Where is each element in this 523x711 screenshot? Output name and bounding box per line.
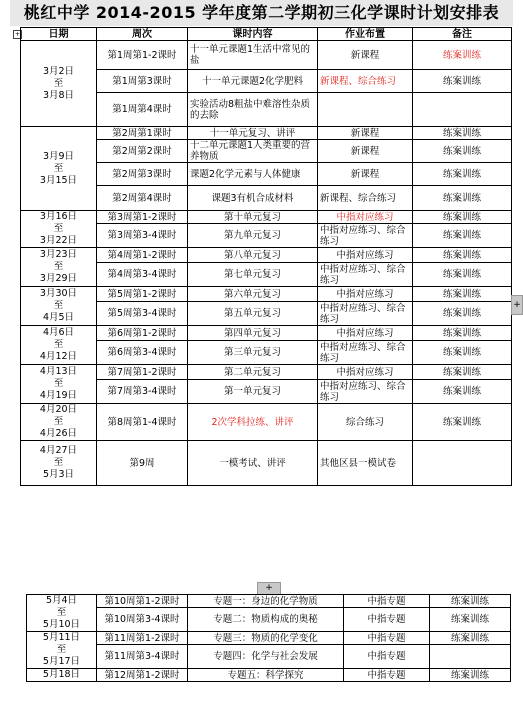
content-cell: 第五单元复习 <box>188 302 318 326</box>
week-cell: 第1周第1-2课时 <box>97 41 188 70</box>
date-line: 3月16日 <box>39 211 78 222</box>
content-cell: 专题三：物质的化学变化 <box>188 632 344 645</box>
content-cell: 第一单元复习 <box>188 380 318 404</box>
table-resize-handle-icon[interactable]: + <box>257 582 281 595</box>
homework-cell: 中指对应练习 <box>318 211 413 224</box>
homework-cell: 中指对应练习 <box>318 365 413 380</box>
table-row <box>21 287 512 302</box>
homework-cell: 中指对应练习 <box>318 248 413 263</box>
homework-cell: 新课程 <box>318 127 413 140</box>
week-cell: 第2周第2课时 <box>97 140 188 163</box>
homework-cell: 中指对应练习、综合练习 <box>318 263 413 287</box>
date-cell <box>21 404 97 441</box>
column-add-handle-icon[interactable]: + <box>511 295 523 315</box>
remark-cell: 练案训练 <box>413 127 512 140</box>
week-cell: 第9周 <box>97 441 188 486</box>
table-row <box>21 211 512 224</box>
date-line: 3月8日 <box>42 89 75 101</box>
date-line: 5月17日 <box>42 656 81 667</box>
week-cell: 第5周第3-4课时 <box>97 302 188 326</box>
homework-cell: 新课程 <box>318 140 413 163</box>
date-line: 3月15日 <box>39 174 78 186</box>
header-week: 周次 <box>97 28 188 41</box>
remark-cell: 练案训练 <box>413 302 512 326</box>
table-row <box>21 41 512 70</box>
week-cell: 第1周第4课时 <box>97 93 188 127</box>
homework-cell: 新课程 <box>318 163 413 186</box>
remark-cell: 练案训练 <box>413 211 512 224</box>
homework-cell: 中指对应练习 <box>318 287 413 302</box>
date-line: 至 <box>53 261 64 272</box>
homework-cell: 中指专题 <box>344 632 430 645</box>
homework-cell: 中指专题 <box>344 608 430 632</box>
content-cell: 十二单元课题1人类重要的营养物质 <box>188 140 318 163</box>
date-cell <box>21 441 97 486</box>
date-line: 4月12日 <box>39 351 78 362</box>
schedule-table <box>20 27 512 486</box>
content-cell: 课题3有机合成材料 <box>188 186 318 211</box>
content-cell: 实验活动8粗盐中难溶性杂质的去除 <box>188 93 318 127</box>
table-row <box>21 127 512 140</box>
content-cell: 专题五：科学探究 <box>188 669 344 682</box>
date-line: 至 <box>56 644 67 655</box>
remark-cell: 练案训练 <box>413 263 512 287</box>
week-cell: 第2周第1课时 <box>97 127 188 140</box>
schedule-table-continued <box>26 594 511 682</box>
week-cell: 第11周第3-4课时 <box>97 645 188 669</box>
homework-cell: 中指专题 <box>344 669 430 682</box>
homework-cell: 中指专题 <box>344 595 430 608</box>
week-cell: 第12周第1-2课时 <box>97 669 188 682</box>
date-line: 5月3日 <box>42 469 75 480</box>
date-line: 3月30日 <box>39 288 78 299</box>
content-cell: 第十单元复习 <box>188 211 318 224</box>
week-cell: 第8周第1-4课时 <box>97 404 188 441</box>
content-cell: 专题二：物质构成的奥秘 <box>188 608 344 632</box>
date-line: 至 <box>56 607 67 618</box>
date-line: 至 <box>53 416 64 427</box>
week-cell: 第7周第3-4课时 <box>97 380 188 404</box>
table-row <box>21 404 512 441</box>
homework-cell: 新课程、综合练习 <box>318 186 413 211</box>
table-row <box>21 326 512 341</box>
remark-cell: 练案训练 <box>413 163 512 186</box>
week-cell: 第10周第3-4课时 <box>97 608 188 632</box>
homework-cell <box>318 93 413 127</box>
date-cell <box>27 595 97 632</box>
remark-cell <box>413 93 512 127</box>
week-cell: 第7周第1-2课时 <box>97 365 188 380</box>
content-cell: 第二单元复习 <box>188 365 318 380</box>
date-line: 至 <box>53 300 64 311</box>
date-line: 4月27日 <box>39 445 78 456</box>
homework-cell: 中指对应练习、综合练习 <box>318 224 413 248</box>
remark-cell: 练案训练 <box>413 70 512 93</box>
date-line: 5月11日 <box>42 632 81 643</box>
week-cell: 第6周第3-4课时 <box>97 341 188 365</box>
week-cell: 第2周第4课时 <box>97 186 188 211</box>
week-cell: 第11周第1-2课时 <box>97 632 188 645</box>
remark-cell: 练案训练 <box>413 404 512 441</box>
homework-cell: 新课程、综合练习 <box>318 70 413 93</box>
header-date: 日期 <box>21 28 97 41</box>
date-line: 4月19日 <box>39 390 78 401</box>
date-cell <box>27 669 97 682</box>
date-cell <box>21 365 97 404</box>
remark-cell: 练案训练 <box>413 326 512 341</box>
date-cell <box>21 326 97 365</box>
remark-cell: 练案训练 <box>413 248 512 263</box>
date-line: 3月29日 <box>39 273 78 284</box>
content-cell: 专题一：身边的化学物质 <box>188 595 344 608</box>
date-line: 3月2日 <box>42 65 75 77</box>
date-line: 5月10日 <box>42 619 81 630</box>
homework-cell: 其他区县一模试卷 <box>318 441 413 486</box>
date-cell <box>21 41 97 127</box>
week-cell: 第6周第1-2课时 <box>97 326 188 341</box>
week-cell: 第5周第1-2课时 <box>97 287 188 302</box>
remark-cell: 练案训练 <box>413 186 512 211</box>
remark-cell: 练案训练 <box>413 365 512 380</box>
remark-cell: 练案训练 <box>413 140 512 163</box>
content-cell: 课题2化学元素与人体健康 <box>188 163 318 186</box>
homework-cell: 中指专题 <box>344 645 430 669</box>
date-line: 至 <box>53 339 64 350</box>
header-homework: 作业布置 <box>318 28 413 41</box>
content-cell: 一模考试、讲评 <box>188 441 318 486</box>
content-cell: 十一单元复习、讲评 <box>188 127 318 140</box>
page-title: 桃红中学 2014-2015 学年度第二学期初三化学课时计划安排表 <box>10 0 513 26</box>
remark-cell: 练案训练 <box>413 224 512 248</box>
homework-cell: 中指对应练习、综合练习 <box>318 341 413 365</box>
content-cell: 第八单元复习 <box>188 248 318 263</box>
remark-cell: 练案训练 <box>413 380 512 404</box>
date-line: 至 <box>53 457 64 468</box>
week-cell: 第3周第3-4课时 <box>97 224 188 248</box>
remark-cell: 练案训练 <box>430 669 511 682</box>
table-row <box>27 632 511 645</box>
table-row <box>27 608 511 632</box>
remark-cell: 练案训练 <box>430 595 511 608</box>
table-row <box>21 441 512 486</box>
homework-cell: 综合练习 <box>318 404 413 441</box>
date-cell <box>21 211 97 248</box>
remark-cell <box>430 645 511 669</box>
date-line: 3月9日 <box>42 150 75 162</box>
remark-cell: 练案训练 <box>413 341 512 365</box>
date-line: 4月26日 <box>39 428 78 439</box>
remark-cell: 练案训练 <box>430 608 511 632</box>
remark-cell: 练案训练 <box>413 287 512 302</box>
content-cell: 专题四：化学与社会发展 <box>188 645 344 669</box>
homework-cell: 中指对应练习、综合练习 <box>318 380 413 404</box>
table-row <box>27 595 511 608</box>
homework-cell: 中指对应练习、综合练习 <box>318 302 413 326</box>
week-cell: 第4周第3-4课时 <box>97 263 188 287</box>
date-line: 5月4日 <box>45 595 78 606</box>
date-line: 3月22日 <box>39 235 78 246</box>
date-line: 至 <box>53 77 64 89</box>
content-cell: 2次学科拉练、讲评 <box>188 404 318 441</box>
header-content: 课时内容 <box>188 28 318 41</box>
content-cell: 第四单元复习 <box>188 326 318 341</box>
content-cell: 十一单元课题1生活中常见的盐 <box>188 41 318 70</box>
table-move-handle-icon[interactable]: + <box>14 31 21 38</box>
week-cell: 第3周第1-2课时 <box>97 211 188 224</box>
date-line: 5月18日 <box>42 669 81 680</box>
date-cell <box>21 127 97 211</box>
header-remark: 备注 <box>413 28 512 41</box>
date-cell <box>21 248 97 287</box>
date-line: 至 <box>53 223 64 234</box>
content-cell: 第三单元复习 <box>188 341 318 365</box>
week-cell: 第10周第1-2课时 <box>97 595 188 608</box>
date-cell <box>27 632 97 669</box>
remark-cell: 练案训练 <box>413 41 512 70</box>
week-cell: 第4周第1-2课时 <box>97 248 188 263</box>
content-cell: 第九单元复习 <box>188 224 318 248</box>
remark-cell <box>413 441 512 486</box>
table-row <box>21 365 512 380</box>
content-cell: 十一单元课题2化学肥料 <box>188 70 318 93</box>
date-line: 4月6日 <box>42 327 75 338</box>
date-cell <box>21 287 97 326</box>
date-line: 至 <box>53 162 64 174</box>
date-line: 3月23日 <box>39 249 78 260</box>
table-row <box>27 645 511 669</box>
date-line: 4月20日 <box>39 404 78 415</box>
date-line: 至 <box>53 378 64 389</box>
week-cell: 第1周第3课时 <box>97 70 188 93</box>
remark-cell: 练案训练 <box>430 632 511 645</box>
table-row <box>21 248 512 263</box>
date-line: 4月5日 <box>42 312 75 323</box>
content-cell: 第六单元复习 <box>188 287 318 302</box>
homework-cell: 新课程 <box>318 41 413 70</box>
table-row <box>27 669 511 682</box>
week-cell: 第2周第3课时 <box>97 163 188 186</box>
homework-cell: 中指对应练习 <box>318 326 413 341</box>
date-line: 4月13日 <box>39 366 78 377</box>
content-cell: 第七单元复习 <box>188 263 318 287</box>
